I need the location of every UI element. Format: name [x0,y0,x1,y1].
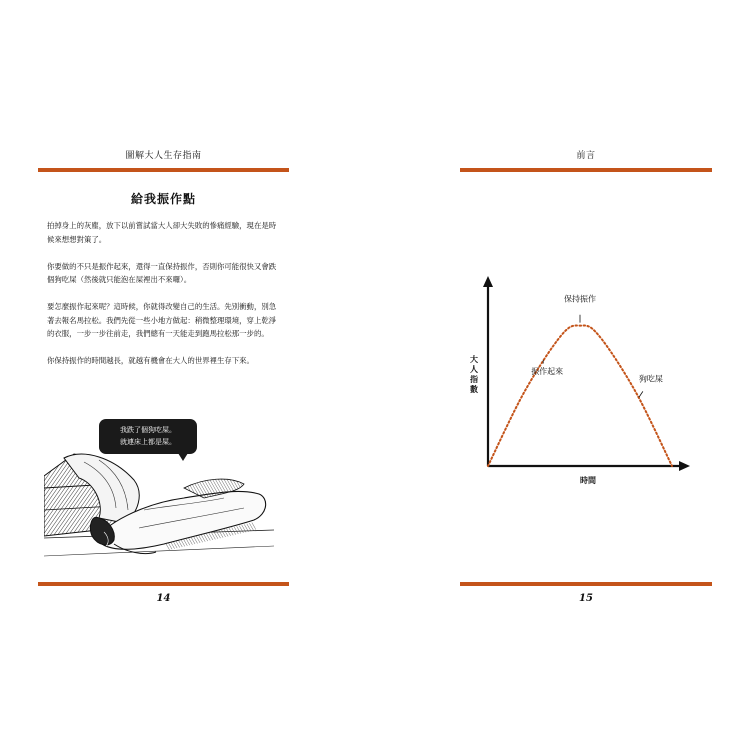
y-axis-label-char: 人 [470,365,478,374]
top-rule-right [460,168,712,172]
annotation-label: 振作起來 [531,366,564,376]
paragraph-1: 拍掉身上的灰塵，放下以前嘗試當大人卻大失敗的慘痛經驗，現在是時候來想想對策了。 [47,221,277,244]
bubble-line-2: 就連床上都是屎。 [120,438,176,446]
body-text [47,219,279,381]
annotation-leader [639,391,643,397]
paragraph-2: 你要做的不只是振作起來，還得一直保持振作，否則你可能很快又會跌個狗吃屎（然後就只能泡在屎裡出不來囉）。 [47,261,277,284]
speech-bubble-tail [178,453,188,461]
paragraph-4: 你保持振作的時間越長，就越有機會在大人的世界裡生存下來。 [47,356,254,365]
section-title: 給我振作點 [130,192,196,206]
y-axis-label-char: 數 [470,385,478,394]
bubble-line-1: 我跌了個狗吃屎。 [120,426,176,434]
right-page [460,0,712,750]
page-number-left: 14 [156,593,171,604]
bottom-rule-left [38,582,289,586]
top-rule-left [38,168,289,172]
series-line [488,326,672,466]
annotation-label: 保持振作 [564,294,596,304]
left-page [38,0,289,750]
y-axis-label-char: 指 [470,375,478,384]
bottom-rule-right [460,582,712,586]
y-axis-label [469,354,478,394]
adult-index-chart [460,270,712,500]
annotation-label: 狗吃屎 [638,374,663,384]
running-head-right: 前言 [576,151,596,161]
speech-bubble [99,419,197,454]
y-axis-label-char: 大 [470,355,478,364]
running-head-left: 圖解大人生存指南 [125,151,202,161]
page-number-right: 15 [579,593,593,604]
y-axis-arrow [483,276,493,287]
x-axis-arrow [679,461,690,471]
x-axis-label: 時間 [580,476,596,485]
paragraph-3: 要怎麼振作起來呢？這時候，你就得改變自己的生活。先別衝動，別急著去報名馬拉松。我們先從一些小地方做起：稍微整理環境，穿上乾淨的衣服，一步一步往前走，我們總有一天能走到跑馬拉松那一步的。 [47,302,277,338]
